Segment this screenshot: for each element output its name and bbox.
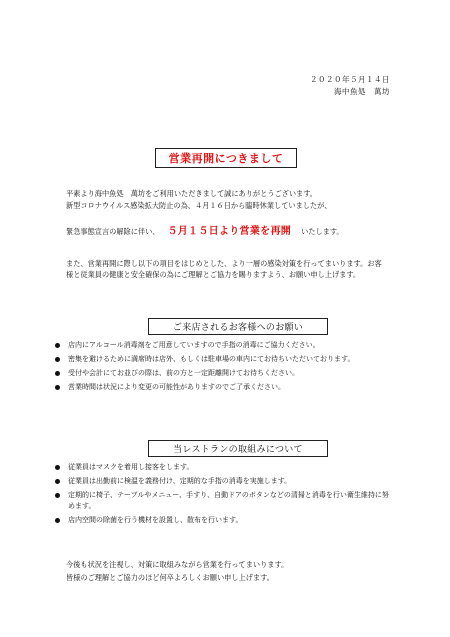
list-item: [55, 490, 395, 512]
bullet-icon: [55, 385, 60, 390]
intro-line-2: 新型コロナウイルス感染拡大防止の為、４月１６日から臨時休業していましたが、: [66, 201, 332, 210]
closing-line-1: 今後も状況を注視し、対策に取組みながら営業を行ってまいります。: [66, 560, 289, 569]
bullet-icon: [55, 465, 60, 470]
list-item-text: 営業時間は状況により変更の可能性がありますのでご了承ください。: [68, 383, 285, 391]
notice-date: ２０２０年５月１４日: [310, 75, 390, 84]
reopen-date-highlight: ５月１５日より営業を再開: [167, 226, 292, 237]
list-item-text: 受付や会計にてお並びの際は、前の方と一定距離開けてお待ちください。: [68, 369, 299, 377]
list-item-text: 定期的に椅子、テーブルやメニュー、手すり、自動ドアのボタンなどの清掃と消毒を行い衛生維持に努めます。: [68, 491, 389, 510]
list-item-text: 店内にアルコール消毒剤をご用意していますので手指の消毒にご協力ください。: [68, 341, 320, 349]
list-item-text: 店内空間の除菌を行う機材を設置し、散布を行います。: [68, 516, 243, 524]
bullet-icon: [55, 518, 60, 523]
list-item: [55, 354, 395, 365]
bullet-icon: [55, 357, 60, 362]
list-item: [55, 476, 395, 487]
intro-line-3-suffix: いたします。: [301, 227, 344, 236]
list-item: [55, 340, 395, 351]
list-item-text: 密集を避けるために満席時は店外、もしくは駐車場の車内にてお待ちいただいております。: [68, 355, 355, 363]
store-name: 海中魚処 萬坊: [334, 87, 390, 96]
intro-line-1: 平素より海中魚処 萬坊をご利用いただきまして誠にありがとうございます。: [66, 189, 317, 198]
intro-line-3-prefix: 緊急事態宣言の解除に伴い、: [66, 227, 160, 236]
list-item: [55, 382, 395, 393]
customer-request-list: [55, 340, 395, 396]
bullet-icon: [55, 493, 60, 498]
intro-line-3: [66, 226, 344, 238]
bullet-icon: [55, 343, 60, 348]
list-item-text: 従業員は出勤前に検温を義務付け、定期的な手指の消毒を実施します。: [68, 477, 292, 485]
page-title: 営業再開につきまして: [155, 148, 297, 168]
bullet-icon: [55, 479, 60, 484]
section-heading-customers: ご来店されるお客様へのお願い: [148, 318, 328, 335]
safety-paragraph: また、営業再開に際し以下の項目をはじめとした、より一層の感染対策を行ってまいります。お客様と従業員の健康と安全確保の為にご理解とご協力を賜りますよう、お願い申し上げます。: [66, 259, 382, 279]
section-heading-restaurant: 当レストランの取組みについて: [148, 440, 328, 457]
closing-line-2: 皆様のご理解とご協力のほど何卒よろしくお願い申し上げます。: [66, 573, 274, 582]
list-item: [55, 368, 395, 379]
restaurant-measures-list: [55, 462, 395, 529]
list-item: [55, 462, 395, 473]
list-item-text: 従業員はマスクを着用し接客をします。: [68, 463, 194, 471]
list-item: [55, 515, 395, 526]
bullet-icon: [55, 371, 60, 376]
